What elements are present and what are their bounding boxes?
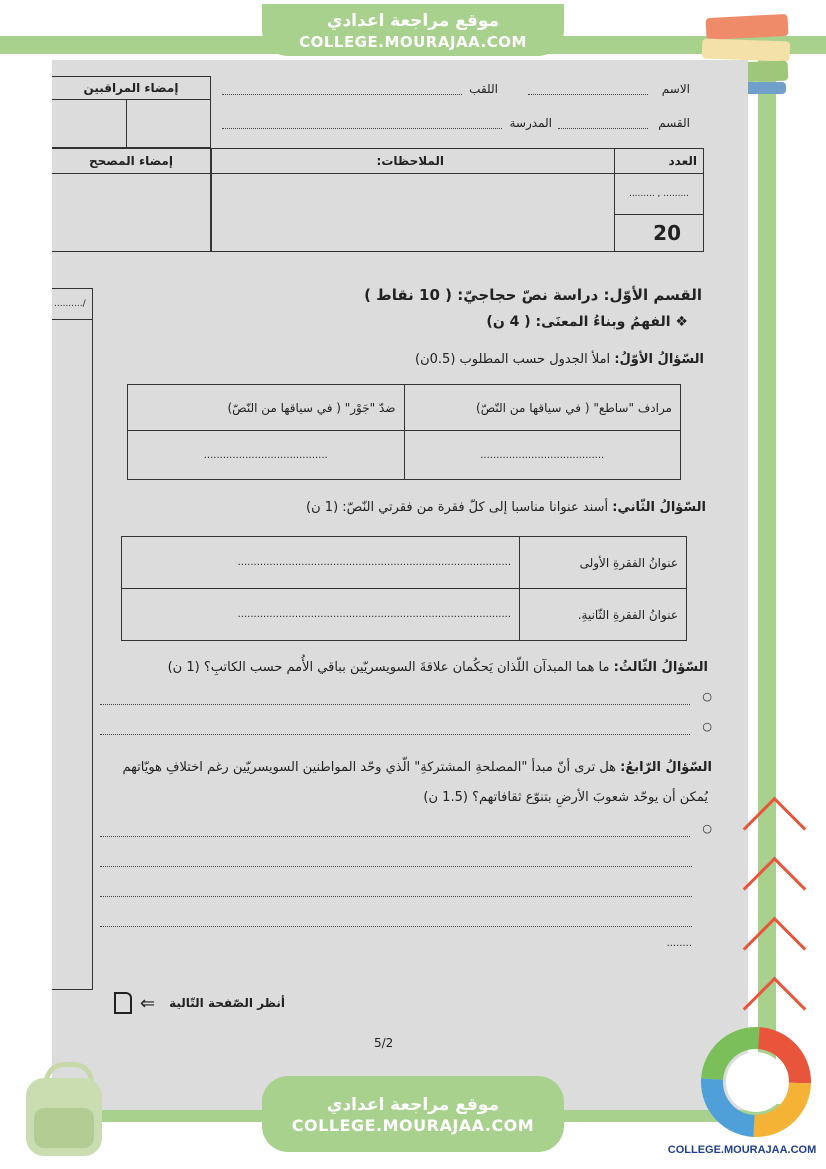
chevron-up-icon bbox=[743, 917, 807, 981]
left-arrow-icon: ⇐ bbox=[140, 992, 156, 1014]
q1-text: املأ الجدول حسب المطلوب (0.5ن) bbox=[415, 352, 611, 367]
notes-label: الملاحظات: bbox=[212, 149, 614, 174]
score-total: 20 bbox=[653, 221, 681, 245]
page-corner-icon bbox=[114, 992, 132, 1014]
q3-answer-line-2[interactable] bbox=[100, 734, 690, 735]
logo-ring-icon bbox=[696, 1022, 816, 1142]
q4-answer-line-1[interactable] bbox=[100, 836, 690, 837]
notes-box bbox=[211, 148, 615, 252]
score-box bbox=[614, 148, 704, 252]
site-name-bottom: موقع مراجعة اعدادي bbox=[326, 1095, 500, 1115]
surname-label: اللقب bbox=[469, 82, 498, 96]
q1-prompt bbox=[415, 352, 704, 367]
corrector-label: إمضاء المصحح bbox=[52, 149, 210, 174]
q1-table bbox=[127, 384, 681, 480]
exam-sheet bbox=[52, 60, 748, 1110]
q2-row2-label: عنوانُ الفقرةِ الثّانيةِ. bbox=[520, 589, 687, 641]
q3-label: السّؤالُ الثّالثُ: bbox=[613, 660, 708, 675]
q3-prompt bbox=[168, 660, 708, 675]
q4-label: السّؤالُ الرّابعُ: bbox=[620, 760, 712, 775]
q4-bullet: ○ bbox=[702, 822, 712, 835]
q4-text-2: يُمكن أن يوحّد شعوبَ الأرضِ بتنوّع ثقافاتهم؟ (1.5 ن) bbox=[423, 790, 708, 805]
supervisors-label: إمضاء المراقبين bbox=[52, 77, 210, 100]
page-number: 5/2 bbox=[374, 1036, 394, 1050]
q2-label: السّؤالُ الثّاني: bbox=[612, 500, 706, 515]
next-page-text: أنظر الصّفحة التّالية bbox=[169, 996, 285, 1010]
name-label: الاسم bbox=[661, 82, 690, 96]
q1-synonym-answer[interactable]: ....................................... bbox=[404, 431, 681, 480]
q4-text-1: هل ترى أنّ مبدأ "المصلحةِ المشتركةِ" الّذي وحّد المواطنين السويسريّين رغم اختلافِ هويّاتهم bbox=[122, 760, 617, 775]
q4-answer-line-4[interactable] bbox=[100, 926, 692, 927]
q2-table bbox=[121, 536, 687, 641]
supervisors-box bbox=[52, 76, 211, 148]
q3-bullet-1: ○ bbox=[702, 690, 712, 703]
school-label: المدرسة bbox=[509, 116, 552, 130]
q1-label: السّؤالُ الأوّلُ: bbox=[614, 352, 704, 367]
site-domain[interactable]: COLLEGE.MOURAJAA.COM bbox=[299, 33, 527, 51]
name-field[interactable] bbox=[528, 94, 648, 95]
corrector-box bbox=[52, 148, 211, 252]
section-title: القسم الأوّل: دراسة نصّ حجاجيّ: ( 10 نقاط ) bbox=[364, 286, 702, 304]
bottom-site-banner[interactable] bbox=[262, 1076, 564, 1152]
q2-row2-answer[interactable]: ...................................................................................... bbox=[122, 589, 520, 641]
chevron-up-icon bbox=[743, 857, 807, 921]
q4-answer-line-2[interactable] bbox=[100, 866, 692, 867]
chevron-up-icon bbox=[743, 797, 807, 861]
section-subtitle: ❖ الفهمُ وبناءُ المعنَى: ( 4 ن) bbox=[486, 314, 688, 330]
q1-col-synonym: مرادف "ساطع" ( في سياقها من النّصّ) bbox=[404, 385, 681, 431]
college-logo bbox=[696, 1022, 816, 1142]
surname-field[interactable] bbox=[222, 94, 462, 95]
score-label: العدد bbox=[615, 149, 703, 174]
score-blank[interactable]: ......... , ......... bbox=[615, 174, 703, 215]
q3-text: ما هما المبدآن اللّذان يَحكُمان علاقةَ السويسريّين بباقي الأُمم حسب الكاتبِ؟ (1 ن) bbox=[167, 660, 610, 675]
margin-score-blank[interactable]: ........../ bbox=[52, 289, 92, 320]
class-field[interactable] bbox=[558, 128, 648, 129]
class-label: القسم bbox=[658, 116, 690, 130]
q1-antonym-answer[interactable]: ....................................... bbox=[128, 431, 405, 480]
q3-answer-line-1[interactable] bbox=[100, 704, 690, 705]
q4-prompt-line1 bbox=[123, 760, 713, 775]
q4-end-blank[interactable]: ........ bbox=[666, 938, 692, 949]
q2-row1-label: عنوانُ الفقرةِ الأولى bbox=[520, 537, 687, 589]
logo-caption[interactable]: COLLEGE.MOURAJAA.COM bbox=[667, 1144, 817, 1156]
site-name: موقع مراجعة اعدادي bbox=[326, 11, 500, 31]
q2-row1-answer[interactable]: ...................................................................................... bbox=[122, 537, 520, 589]
q4-answer-line-3[interactable] bbox=[100, 896, 692, 897]
q1-col-antonym: ضدّ "جَوْر" ( في سياقها من النّصّ) bbox=[128, 385, 405, 431]
q3-bullet-2: ○ bbox=[702, 720, 712, 733]
next-page-note bbox=[114, 992, 285, 1014]
top-site-banner[interactable] bbox=[262, 4, 564, 56]
margin-score-box bbox=[52, 288, 93, 990]
q2-text: أسند عنوانا مناسبا إلى كلّ فقرة من فقرتي النّصّ: (1 ن) bbox=[306, 500, 609, 515]
school-field[interactable] bbox=[222, 128, 502, 129]
q2-prompt bbox=[306, 500, 706, 515]
site-domain-bottom[interactable]: COLLEGE.MOURAJAA.COM bbox=[291, 1116, 535, 1135]
backpack-icon bbox=[18, 1062, 110, 1158]
